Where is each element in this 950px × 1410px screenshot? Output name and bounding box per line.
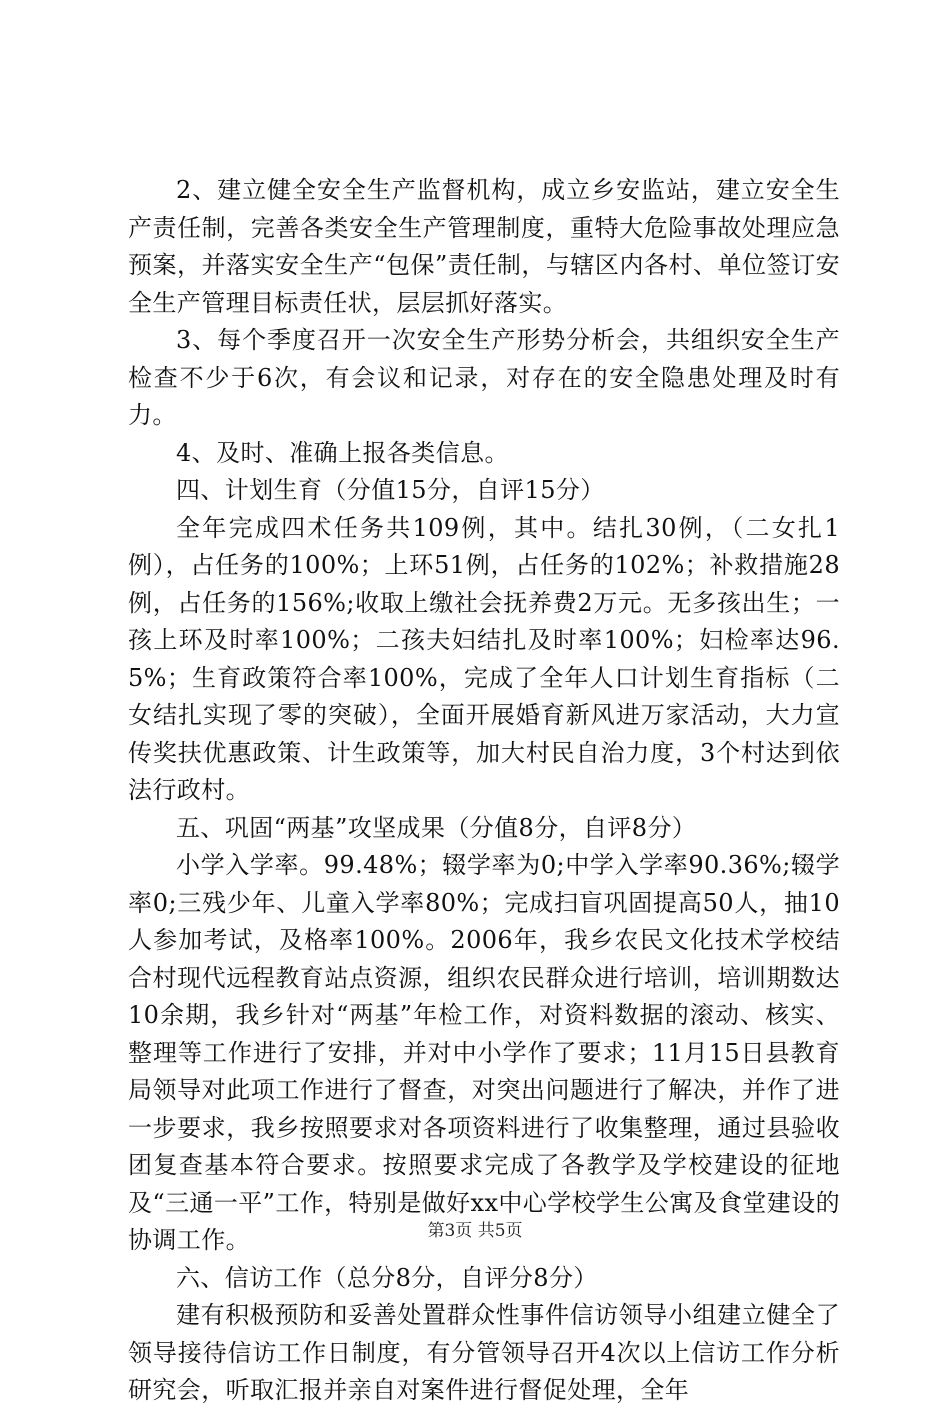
page-number-footer: 第3页 共5页 bbox=[427, 1221, 523, 1241]
paragraph-petitions: 建有积极预防和妥善处置群众性事件信访领导小组建立健全了领导接待信访工作日制度，有分管领导召开4次以上信访工作分析研究会，听取汇报并亲自对案件进行督促处理，全年 bbox=[128, 1301, 840, 1404]
paragraph-safety-supervision: 2、建立健全安全生产监督机构，成立乡安监站，建立安全生产责任制，完善各类安全生产管理制度，重特大危险事故处理应急预案，并落实安全生产“包保”责任制，与辖区内各村、单位签订安全生产管理目标责任状，层层抓好落实。 bbox=[128, 176, 840, 317]
paragraph-quarterly-meeting: 3、每个季度召开一次安全生产形势分析会，共组织安全生产检查不少于6次，有会议和记录，对存在的安全隐患处理及时有力。 bbox=[128, 326, 840, 429]
paragraph-report-info: 4、及时、准确上报各类信息。 bbox=[176, 438, 509, 467]
paragraph-two-basics: 小学入学率。99.48%；辍学率为0;中学入学率90.36%;辍学率0;三残少年、儿童入学率80%；完成扫盲巩固提高50人，抽10人参加考试，及格率100%。2006年，我乡农民文化技术学校结合村现代远程教育站点资源，组织农民群众进行培训，培训期数达10余期，我乡针对“两基”年检工作，对资料数据的滚动、核实、整理等工作进行了安排，并对中小学作了要求；11月15日县教育局领导对此项工作进行了督查，对突出问题进行了解决，并作了进一步要求，我乡按照要求对各项资料进行了收集整理，通过县验收团复查基本符合要求。按照要求完成了各教学及学校建设的征地及“三通一平”工作，特别是做好xx中心学校学生公寓及食堂建设的协调工作。 bbox=[128, 851, 841, 1254]
section-heading-two-basics: 五、巩固“两基”攻坚成果（分值8分，自评8分） bbox=[176, 813, 697, 842]
section-heading-petitions: 六、信访工作（总分8分，自评分8分） bbox=[176, 1263, 598, 1292]
paragraph-family-planning: 全年完成四术任务共109例，其中。结扎30例，（二女扎1例），占任务的100%；上环51例，占任务的102%；补救措施28例，占任务的156%;收取上缴社会抚养费2万元。无多孩出生；一孩上环及时率100%；二孩夫妇结扎及时率100%；妇检率达96.5%；生育政策符合率100%，完成了全年人口计划生育指标（二女结扎实现了零的突破），全面开展婚育新风进万家活动，大力宣传奖扶优惠政策、计生政策等，加大村民自治力度，3个村达到依法行政村。 bbox=[128, 513, 840, 804]
section-heading-family-planning: 四、计划生育（分值15分，自评15分） bbox=[176, 476, 605, 504]
